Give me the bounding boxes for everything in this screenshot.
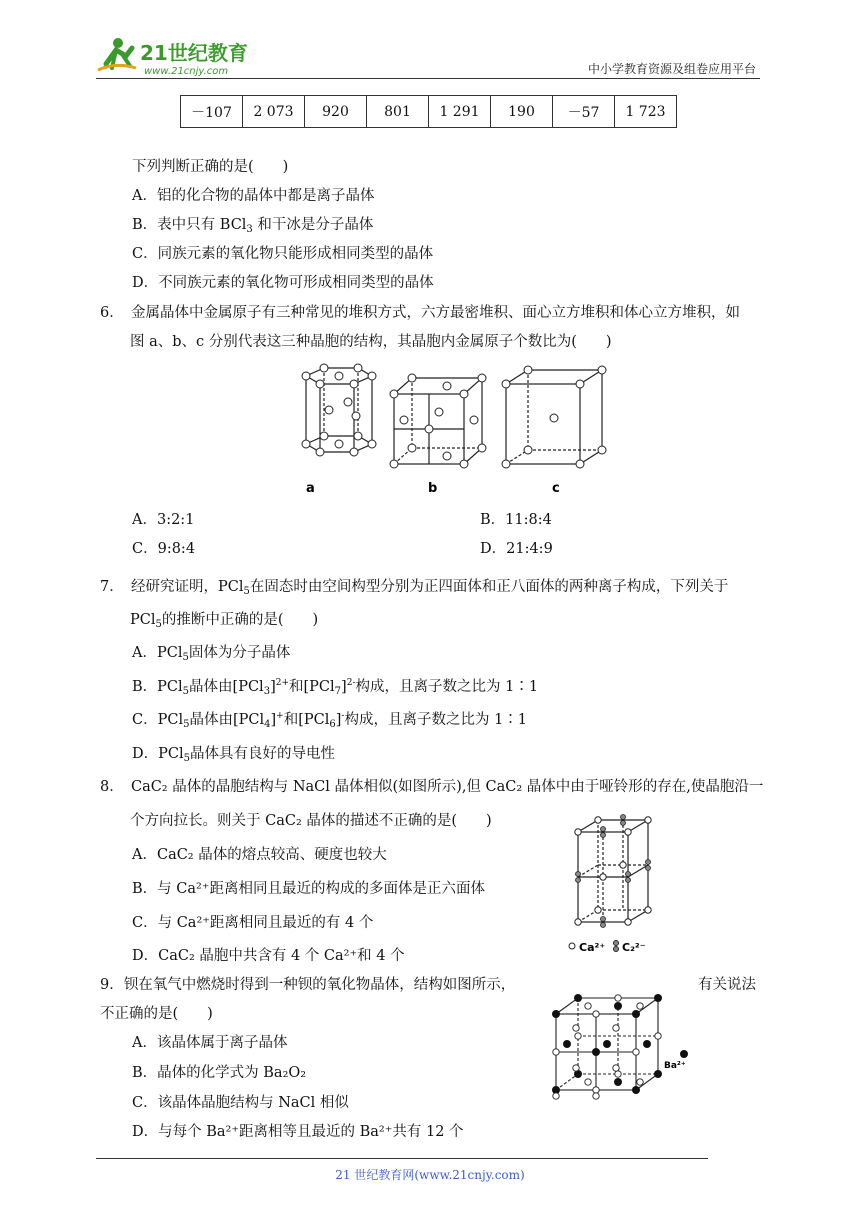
table-cell: 2 073 xyxy=(243,96,305,128)
footer-link[interactable]: 21 世纪教育网(www.21cnjy.com) xyxy=(335,1168,525,1182)
figure-label-a: a xyxy=(306,481,315,496)
legend-ca-label: Ca²⁺ xyxy=(579,941,606,954)
figure-label-b: b xyxy=(428,481,438,496)
q7-option-b: B．PCl$_5$晶体由$[PCl_3]^{2+}$和$[PCl_7]^{2-}$构成，且离子数之比为 1∶1 xyxy=(132,678,539,697)
table-cell: 1 723 xyxy=(615,96,677,128)
melting-point-table xyxy=(180,95,677,128)
q7-option-a: A．PCl$_5$固体为分子晶体 xyxy=(132,645,291,663)
q8-stem-line1: 8． CaC₂ 晶体的晶胞结构与 NaCl 晶体相似(如图所示),但 CaC₂ 晶体中由于哑铃形的存在,使晶胞沿一 xyxy=(100,779,764,795)
footer-divider xyxy=(96,1158,708,1159)
q5-option-b: B．表中只有 BCl$_3$ 和干冰是分子晶体 xyxy=(132,217,374,235)
table-cell: 1 291 xyxy=(429,96,491,128)
q9-option-a: A．该晶体属于离子晶体 xyxy=(132,1035,288,1051)
q8-option-d: D．CaC₂ 晶胞中共含有 4 个 Ca²⁺和 4 个 xyxy=(132,948,405,964)
logo-url: www.21cnjy.com xyxy=(144,66,229,77)
q8-option-a: A．CaC₂ 晶体的熔点较高、硬度也较大 xyxy=(132,847,387,863)
q9-stem-line1-right: 有关说法 xyxy=(698,977,756,993)
site-logo xyxy=(96,34,266,78)
logo-text: 21世纪教育 xyxy=(140,41,248,65)
q9-option-c: C．该晶体晶胞结构与 NaCl 相似 xyxy=(132,1095,349,1111)
q6-option-d: D．21:4:9 xyxy=(480,541,553,557)
legend-c2-label: C₂²⁻ xyxy=(622,941,646,954)
q6-crystal-figures xyxy=(284,362,614,498)
table-row xyxy=(181,96,677,128)
q6-option-b: B．11:8:4 xyxy=(480,512,552,528)
table-cell: 801 xyxy=(367,96,429,128)
table-cell: 920 xyxy=(305,96,367,128)
figure-label-c: c xyxy=(552,481,560,496)
legend-ba-label: Ba²⁺ xyxy=(664,1061,686,1071)
platform-name: 中小学教育资源及组卷应用平台 xyxy=(587,62,756,76)
q9-stem-line2: 不正确的是( ) xyxy=(100,1006,213,1022)
q6-option-a: A．3:2:1 xyxy=(132,512,195,528)
q5-stem: 下列判断正确的是( ) xyxy=(132,159,289,175)
q5-option-a: A．铝的化合物的晶体中都是离子晶体 xyxy=(132,188,375,204)
q5-option-d: D．不同族元素的氧化物可形成相同类型的晶体 xyxy=(132,275,434,291)
q7-option-d: D．PCl$_5$晶体具有良好的导电性 xyxy=(132,746,335,764)
table-cell: 190 xyxy=(491,96,553,128)
table-cell: －107 xyxy=(181,96,243,128)
q7-stem-line1: 7． 经研究证明，PCl$_5$在固态时由空间构型分别为正四面体和正八面体的两种离子构成，下列关于 xyxy=(100,579,729,597)
q9-option-b: B．晶体的化学式为 Ba₂O₂ xyxy=(132,1065,307,1081)
q7-stem-line2: PCl$_5$的推断中正确的是( ) xyxy=(130,612,319,630)
q8-option-c: C．与 Ca²⁺距离相同且最近的有 4 个 xyxy=(132,915,374,931)
q6-option-c: C．9:8:4 xyxy=(132,541,196,557)
q6-stem-line2: 图 a、b、c 分别代表这三种晶胞的结构，其晶胞内金属原子个数比为( ) xyxy=(130,334,612,350)
runner-icon xyxy=(98,38,136,70)
header-divider xyxy=(96,78,760,79)
barium-oxide-crystal-figure xyxy=(548,988,698,1100)
q8-stem-line2: 个方向拉长。则关于 CaC₂ 晶体的描述不正确的是( ) xyxy=(130,813,492,829)
table-cell: －57 xyxy=(553,96,615,128)
q5-option-c: C．同族元素的氧化物只能形成相同类型的晶体 xyxy=(132,246,434,262)
q8-option-b: B．与 Ca²⁺距离相同且最近的构成的多面体是正六面体 xyxy=(132,881,485,897)
q9-option-d: D．与每个 Ba²⁺距离相等且最近的 Ba²⁺共有 12 个 xyxy=(132,1124,464,1140)
q9-stem-line1: 9．钡在氧气中燃烧时得到一种钡的氧化物晶体，结构如图所示， xyxy=(100,977,516,993)
q7-option-c: C．PCl$_5$晶体由[PCl$_4$]+和[PCl$_6$]-构成，且离子数之比为 1∶1 xyxy=(132,711,528,730)
q6-stem-line1: 6． 金属晶体中金属原子有三种常见的堆积方式，六方最密堆积、面心立方堆积和体心立方堆积，如 xyxy=(100,305,740,321)
cac2-crystal-figure xyxy=(560,812,670,962)
